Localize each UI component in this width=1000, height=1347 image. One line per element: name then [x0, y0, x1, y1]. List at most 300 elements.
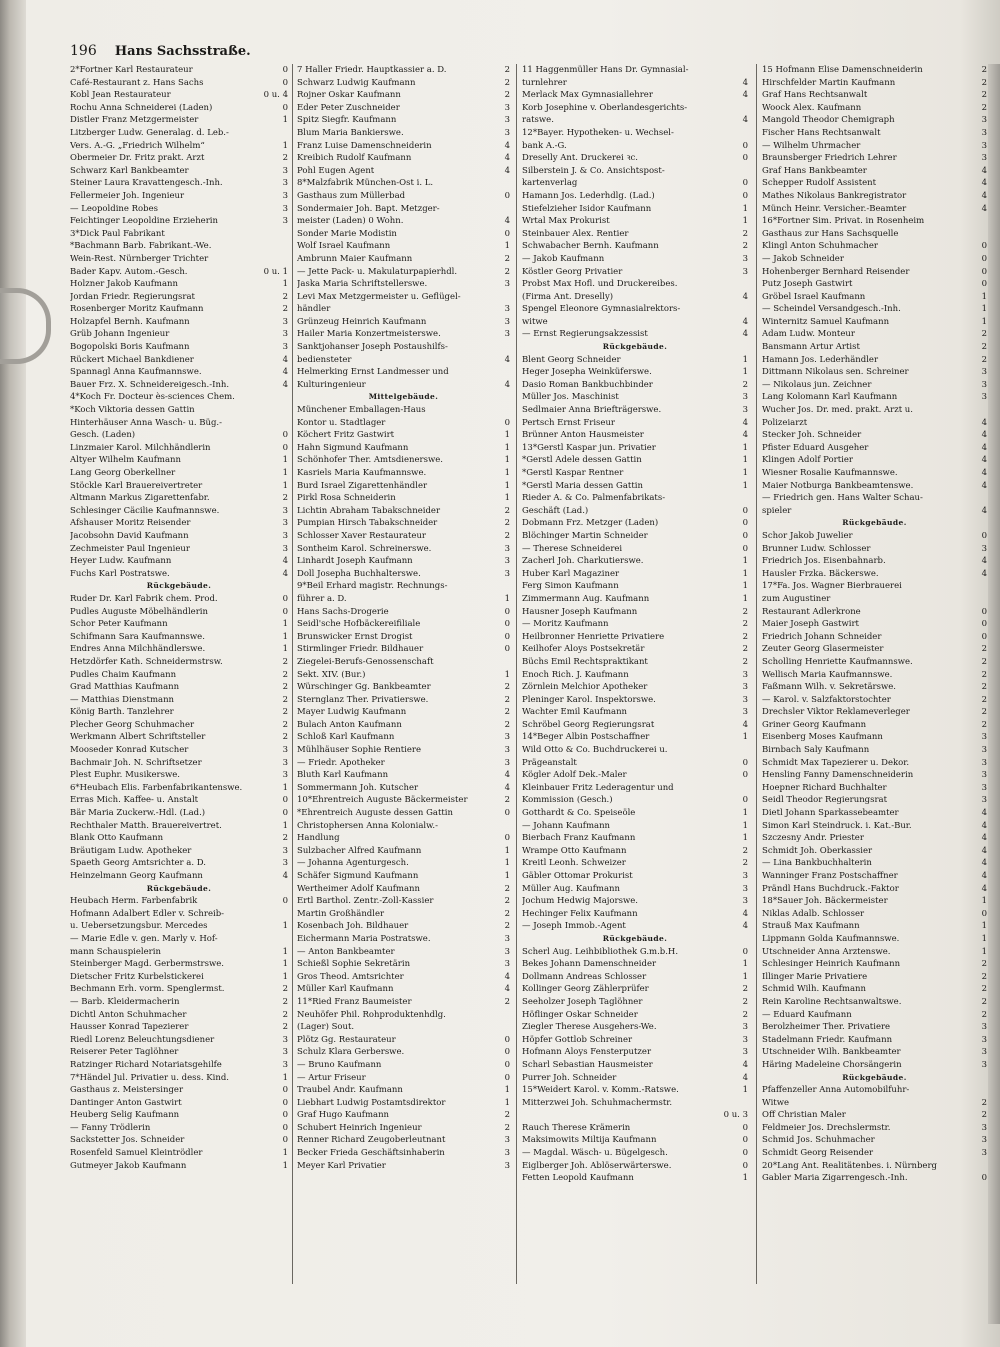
directory-entry: [297, 883, 510, 896]
floor-number: 1: [282, 631, 288, 642]
directory-entry: [762, 215, 987, 228]
directory-entry: [762, 996, 987, 1009]
directory-entry: [762, 240, 987, 253]
entry-text: Hofmann Aloys Fensterputzer: [522, 1047, 652, 1058]
entry-text: Pfister Eduard Ausgeher: [762, 442, 869, 453]
entry-text: *Bachmann Barb. Fabrikant.-We.: [70, 241, 212, 252]
entry-text: Kommission (Gesch.): [522, 795, 613, 806]
floor-number: 1: [981, 946, 987, 957]
directory-entry: [70, 278, 288, 291]
entry-text: 11*Ried Franz Baumeister: [297, 996, 412, 1007]
entry-text: Restaurant Adlerkrone: [762, 606, 861, 617]
directory-entry: [70, 832, 288, 845]
directory-entry: [70, 316, 288, 329]
entry-text: Friedrich Jos. Eisenbahnarb.: [762, 556, 886, 567]
floor-number: 3: [282, 329, 288, 340]
entry-text: Hofmann Adalbert Edler v. Schreib-: [70, 908, 225, 919]
entry-text: Burd Israel Zigarettenhändler: [297, 480, 428, 491]
entry-text: Korb Josephine v. Oberlandesgerichts-: [522, 102, 688, 113]
directory-entry: [762, 618, 987, 631]
directory-entry: [297, 203, 510, 216]
directory-entry: [70, 492, 288, 505]
entry-text: — Scheindel Versandgesch.-Inh.: [762, 304, 901, 315]
directory-entry: [762, 883, 987, 896]
directory-entry: [297, 1084, 510, 1097]
entry-text: Grad Matthias Kaufmann: [70, 682, 180, 693]
floor-number: 3: [282, 190, 288, 201]
entry-text: Steinberger Magd. Gerbermstrswe.: [70, 959, 224, 970]
floor-number: 3: [742, 871, 748, 881]
directory-entry: [70, 1034, 288, 1047]
floor-number: 0: [282, 102, 288, 113]
directory-entry: [522, 467, 748, 480]
directory-entry: [70, 379, 288, 392]
entry-text: Schlesinger Cäcilie Kaufmannswe.: [70, 505, 220, 516]
entry-text: Geschäft (Lad.): [522, 505, 589, 516]
directory-entry: [522, 517, 748, 530]
entry-text: Würschinger Gg. Bankbeamter: [297, 682, 431, 693]
directory-entry: [762, 681, 987, 694]
directory-entry: [297, 354, 510, 367]
entry-text: Sanktjohanser Joseph Postaushilfs-: [297, 342, 448, 353]
floor-number: 0: [742, 1160, 748, 1171]
directory-entry: [297, 454, 510, 467]
directory-entry: [70, 857, 288, 870]
entry-text: Heubach Herm. Farbenfabrik: [70, 896, 198, 907]
entry-text: Rochu Anna Schneiderei (Laden): [70, 102, 213, 113]
directory-entry: [762, 492, 987, 505]
entry-text: Zeuter Georg Glasermeister: [762, 644, 884, 655]
directory-entry: [297, 127, 510, 140]
floor-number: 0: [981, 631, 987, 642]
entry-text: Wild Otto & Co. Buchdruckerei u.: [522, 745, 668, 756]
floor-number: 1: [742, 971, 748, 982]
entry-text: Hamann Jos. Lederhdlg. (Lad.): [522, 190, 655, 201]
entry-text: Schwabacher Bernh. Kaufmann: [522, 241, 659, 252]
entry-text: Maier Joseph Gastwirt: [762, 619, 859, 630]
entry-text: Fellermeier Joh. Ingenieur: [70, 190, 185, 201]
floor-number: 2: [504, 883, 510, 894]
entry-text: Dantinger Anton Gastwirt: [70, 1097, 182, 1108]
entry-text: Hoepner Richard Buchhalter: [762, 782, 887, 793]
directory-entry: [522, 555, 748, 568]
directory-entry: [762, 857, 987, 870]
entry-text: Köstler Georg Privatier: [522, 266, 623, 277]
floor-number: 2: [282, 1009, 288, 1020]
entry-text: Silberstein J. & Co. Ansichtspost-: [522, 165, 665, 176]
entry-text: Becker Frieda Geschäftsinhaberin: [297, 1148, 445, 1159]
floor-number: 1: [282, 468, 288, 478]
entry-text: Wolf Israel Kaufmann: [297, 241, 391, 252]
floor-number: 4: [504, 216, 510, 227]
entry-text: Hechinger Felix Kaufmann: [522, 908, 638, 919]
directory-entry: [762, 933, 987, 946]
entry-text: Spengel Eleonore Gymnasialrektors-: [522, 304, 681, 315]
entry-text: Pfaffenzeller Anna Automobilfuhr-: [762, 1085, 910, 1096]
floor-number: 2: [504, 518, 510, 529]
floor-number: 4: [282, 871, 288, 881]
floor-number: 0: [981, 241, 987, 252]
directory-entry: [522, 920, 748, 933]
entry-text: Pertsch Ernst Friseur: [522, 417, 615, 428]
entry-text: Hohenberger Bernhard Reisender: [762, 266, 910, 277]
entry-text: — Joseph Immob.-Agent: [522, 921, 626, 932]
directory-entry: [70, 794, 288, 807]
floor-number: 0: [981, 619, 987, 630]
floor-number: 1: [742, 568, 748, 579]
entry-text: Rauch Therese Krämerin: [522, 1122, 631, 1133]
floor-number: 4: [981, 833, 987, 844]
entry-text: Schwarz Ludwig Kaufmann: [297, 77, 416, 88]
floor-number: 3: [504, 115, 510, 126]
entry-text: Stecker Joh. Schneider: [762, 430, 862, 441]
directory-entry: [70, 971, 288, 984]
floor-number: 4: [504, 379, 510, 390]
directory-entry: [762, 77, 987, 90]
directory-entry: [297, 681, 510, 694]
entry-text: Dobmann Frz. Metzger (Laden): [522, 518, 659, 529]
floor-number: 1: [504, 480, 510, 491]
floor-number: 4: [981, 468, 987, 478]
floor-number: 2: [504, 921, 510, 932]
column-divider: [756, 64, 757, 1284]
floor-number: 2: [742, 606, 748, 617]
directory-entry: [297, 328, 510, 341]
floor-number: 1: [742, 732, 748, 743]
directory-entry: [522, 379, 748, 392]
floor-number: 4: [282, 556, 288, 567]
floor-number: 2: [504, 1122, 510, 1133]
entry-text: Sackstetter Jos. Schneider: [70, 1135, 185, 1146]
directory-entry: [522, 480, 748, 493]
entry-text: Utschneider Wilh. Bankbeamter: [762, 1047, 901, 1058]
entry-text: Holzner Jakob Kaufmann: [70, 279, 178, 290]
floor-number: 2: [981, 90, 987, 101]
entry-text: Hausser Konrad Tapezierer: [70, 1022, 189, 1033]
directory-entry: [70, 593, 288, 606]
floor-number: 2: [504, 707, 510, 718]
entry-text: Christophersen Anna Kolonialw.-: [297, 820, 438, 831]
directory-entry: [522, 366, 748, 379]
directory-entry: [297, 1122, 510, 1135]
directory-entry: [70, 1084, 288, 1097]
directory-entry: [522, 958, 748, 971]
directory-entry: [297, 618, 510, 631]
floor-number: 0: [981, 606, 987, 617]
floor-number: 3: [742, 405, 748, 416]
directory-entry: [762, 706, 987, 719]
directory-entry: [762, 744, 987, 757]
directory-entry: [70, 140, 288, 153]
entry-text: Seidl Theodor Regierungsrat: [762, 795, 888, 806]
entry-text: Enoch Rich. J. Kaufmann: [522, 669, 629, 680]
entry-text: Drechsler Viktor Reklameverleger: [762, 707, 910, 718]
entry-text: mann Schauspielerin: [70, 946, 161, 957]
floor-number: 0: [742, 178, 748, 189]
floor-number: 0: [981, 908, 987, 919]
entry-text: Kontor u. Stadtlager: [297, 417, 386, 428]
directory-entry: [70, 1147, 288, 1160]
entry-text: Afshauser Moritz Reisender: [70, 518, 191, 529]
entry-text: Rieder A. & Co. Palmenfabrikats-: [522, 493, 666, 504]
floor-number: 4: [981, 845, 987, 856]
floor-number: 3: [504, 304, 510, 315]
floor-number: 3: [282, 518, 288, 529]
directory-entry: [297, 757, 510, 770]
directory-entry: [522, 731, 748, 744]
entry-text: Schloß Karl Kaufmann: [297, 732, 395, 743]
floor-number: 3: [981, 379, 987, 390]
entry-text: Hamann Jos. Lederhändler: [762, 354, 879, 365]
floor-number: 1: [504, 593, 510, 604]
directory-entry: [70, 341, 288, 354]
entry-text: Steinbauer Alex. Rentier: [522, 228, 629, 239]
directory-entry: [762, 467, 987, 480]
directory-entry: [297, 1147, 510, 1160]
directory-entry: [762, 253, 987, 266]
entry-text: — Friedr. Apotheker: [297, 757, 385, 768]
entry-text: Braunsberger Friedrich Lehrer: [762, 153, 897, 164]
floor-number: 1: [742, 959, 748, 970]
entry-text: Münch Heinr. Versicher.-Beamter: [762, 203, 907, 214]
entry-text: Dietscher Fritz Kurbelstickerei: [70, 971, 204, 982]
entry-text: Bierbach Franz Kaufmann: [522, 833, 636, 844]
entry-text: *Koch Viktoria dessen Gattin: [70, 405, 195, 416]
directory-entry: [762, 89, 987, 102]
entry-text: König Barth. Tanzlehrer: [70, 707, 174, 718]
directory-entry: [70, 203, 288, 216]
directory-entry: [297, 291, 510, 304]
directory-entry: [762, 140, 987, 153]
floor-number: 0: [282, 1085, 288, 1096]
entry-text: Lang Kolomann Karl Kaufmann: [762, 392, 898, 403]
entry-text: Griner Georg Kaufmann: [762, 719, 867, 730]
entry-text: Gros Theod. Amtsrichter: [297, 971, 404, 982]
floor-number: 0 u. 1: [263, 266, 288, 277]
entry-text: Simon Karl Steindruck. i. Kat.-Bur.: [762, 820, 912, 831]
directory-entry: [297, 316, 510, 329]
section-heading: Rückgebäude.: [842, 1072, 907, 1082]
entry-text: Hirschfelder Martin Kaufmann: [762, 77, 896, 88]
directory-entry: [762, 127, 987, 140]
floor-number: 0: [742, 1135, 748, 1146]
floor-number: 0: [981, 1173, 987, 1184]
entry-text: 7 Haller Friedr. Hauptkassier a. D.: [297, 65, 447, 75]
entry-text: Putz Joseph Gastwirt: [762, 279, 853, 290]
floor-number: 0: [282, 808, 288, 819]
floor-number: 2: [282, 1022, 288, 1033]
floor-number: 3: [504, 127, 510, 138]
directory-entry: [297, 266, 510, 279]
floor-number: 3: [504, 732, 510, 743]
directory-entry: [70, 1122, 288, 1135]
directory-entry: [70, 102, 288, 115]
entry-text: Woock Alex. Kaufmann: [762, 102, 862, 113]
entry-text: Schlesinger Heinrich Kaufmann: [762, 959, 901, 970]
floor-number: 1: [504, 442, 510, 453]
floor-number: 3: [282, 1059, 288, 1070]
floor-number: 1: [742, 581, 748, 592]
floor-number: 3: [981, 1034, 987, 1045]
directory-entry: [522, 291, 748, 304]
entry-text: Gabler Maria Zigarrengesch.-Inh.: [762, 1173, 908, 1184]
floor-number: 0: [282, 1122, 288, 1133]
directory-entry: [297, 517, 510, 530]
directory-entry: [762, 895, 987, 908]
floor-number: 3: [742, 392, 748, 403]
floor-number: 3: [742, 1047, 748, 1058]
floor-number: 2: [504, 896, 510, 907]
floor-number: 2: [504, 253, 510, 264]
floor-number: 2: [981, 682, 987, 693]
column-divider: [292, 64, 293, 1284]
entry-text: Jacobsohn David Kaufmann: [70, 530, 189, 541]
directory-entry: [522, 706, 748, 719]
directory-entry: [297, 870, 510, 883]
floor-number: 3: [504, 1148, 510, 1159]
directory-entry: [297, 240, 510, 253]
directory-entry: [522, 1059, 748, 1072]
directory-entry: [70, 417, 288, 430]
entry-text: Ambrunn Maier Kaufmann: [297, 253, 413, 264]
entry-text: Litzberger Ludw. Generalag. d. Leb.-: [70, 127, 229, 138]
directory-entry: [70, 946, 288, 959]
entry-text: *Gerstl Adele dessen Gattin: [522, 455, 642, 466]
entry-text: 8*Malzfabrik München-Ost i. L.: [297, 178, 434, 189]
floor-number: 3: [282, 203, 288, 214]
floor-number: 1: [504, 871, 510, 881]
directory-entry: [297, 908, 510, 921]
directory-entry: [297, 631, 510, 644]
floor-number: 2: [282, 707, 288, 718]
entry-text: Stöckle Karl Brauereivertreter: [70, 480, 203, 491]
directory-entry: [297, 253, 510, 266]
entry-text: Schmid Wilh. Kaufmann: [762, 984, 866, 995]
floor-number: 2: [981, 644, 987, 655]
directory-entry: [522, 114, 748, 127]
directory-entry: [70, 820, 288, 833]
directory-entry: [762, 1097, 987, 1110]
entry-text: — Johann Kaufmann: [522, 820, 611, 831]
entry-text: — Jakob Schneider: [762, 253, 844, 264]
entry-text: Vers. A.-G. „Friedrich Wilhelm“: [70, 140, 205, 151]
directory-entry: [522, 845, 748, 858]
entry-text: Werkmann Albert Schriftsteller: [70, 732, 206, 743]
floor-number: 3: [742, 896, 748, 907]
entry-text: Scharl Sebastian Hausmeister: [522, 1059, 653, 1070]
directory-entry: [70, 190, 288, 203]
floor-number: 1: [981, 291, 987, 302]
entry-text: Traubel Andr. Kaufmann: [297, 1085, 403, 1096]
entry-text: Kollinger Georg Zählerprüfer: [522, 984, 649, 995]
directory-entry: [70, 429, 288, 442]
directory-entry: [522, 127, 748, 140]
directory-entry: [762, 731, 987, 744]
floor-number: 1: [504, 241, 510, 252]
directory-entry: [522, 580, 748, 593]
directory-entry: [762, 782, 987, 795]
entry-text: Graf Hugo Kaufmann: [297, 1110, 390, 1121]
floor-number: 2: [282, 291, 288, 302]
entry-text: bediensteter: [297, 354, 352, 365]
directory-entry: [297, 744, 510, 757]
directory-entry: [297, 694, 510, 707]
directory-entry: [522, 1147, 748, 1160]
entry-text: Kreibich Rudolf Kaufmann: [297, 153, 412, 164]
floor-number: 3: [742, 1022, 748, 1033]
floor-number: 2: [981, 102, 987, 113]
floor-number: 2: [742, 996, 748, 1007]
floor-number: 1: [742, 216, 748, 227]
directory-entry: [762, 568, 987, 581]
directory-entry: [70, 958, 288, 971]
floor-number: 3: [981, 770, 987, 781]
floor-number: 1: [282, 782, 288, 793]
directory-entry: [297, 429, 510, 442]
floor-number: 3: [981, 1047, 987, 1058]
entry-text: Mayer Ludwig Kaufmann: [297, 707, 407, 718]
entry-text: Kögler Adolf Dek.-Maler: [522, 770, 627, 781]
directory-entry: [70, 643, 288, 656]
entry-text: Faßmann Wilh. v. Sekretärswe.: [762, 682, 896, 693]
paper-clip: [0, 288, 51, 364]
entry-text: Brünner Anton Hausmeister: [522, 430, 644, 441]
entry-text: Ferg Simon Kaufmann: [522, 581, 619, 592]
floor-number: 2: [504, 266, 510, 277]
floor-number: 0: [504, 1034, 510, 1045]
floor-number: 0: [742, 140, 748, 151]
entry-text: 9*Beil Erhard magistr. Rechnungs-: [297, 581, 448, 592]
floor-number: 3: [282, 505, 288, 516]
entry-text: Keilhofer Aloys Postsekretär: [522, 644, 645, 655]
entry-text: 12*Bayer. Hypotheken- u. Wechsel-: [522, 127, 674, 138]
entry-text: Heger Josepha Weinküferswe.: [522, 367, 652, 378]
floor-number: 1: [742, 455, 748, 466]
entry-text: Liebhart Ludwig Postamtsdirektor: [297, 1097, 446, 1108]
entry-text: Müller Aug. Kaufmann: [522, 883, 620, 894]
directory-entry: [297, 165, 510, 178]
directory-entry: [297, 656, 510, 669]
directory-entry: [762, 379, 987, 392]
entry-text: Riedl Lorenz Beleuchtungsdiener: [70, 1034, 215, 1045]
floor-number: 2: [742, 858, 748, 869]
floor-number: 0: [282, 430, 288, 441]
entry-text: — Lina Bankbuchhalterin: [762, 858, 872, 869]
column-2: [297, 64, 510, 1334]
entry-text: Pohl Eugen Agent: [297, 165, 375, 176]
entry-text: 15 Hofmann Elise Damenschneiderin: [762, 65, 923, 75]
directory-entry: [297, 719, 510, 732]
floor-number: 1: [504, 455, 510, 466]
floor-number: 4: [504, 770, 510, 781]
entry-text: Spitz Siegfr. Kaufmann: [297, 115, 397, 126]
entry-text: Hinterhäuser Anna Wasch- u. Büg.-: [70, 417, 222, 428]
directory-entry: [522, 215, 748, 228]
floor-number: 4: [742, 1072, 748, 1083]
directory-entry: [70, 467, 288, 480]
directory-entry: [522, 253, 748, 266]
directory-entry: [522, 429, 748, 442]
floor-number: 1: [282, 959, 288, 970]
directory-entry: [522, 228, 748, 241]
entry-text: Wachter Emil Kaufmann: [522, 707, 628, 718]
entry-text: Bechmann Erh. vorm. Spenglermst.: [70, 984, 225, 995]
column-3: [522, 64, 748, 1334]
directory-entry: [522, 1160, 748, 1173]
directory-entry: [762, 429, 987, 442]
floor-number: 4: [504, 971, 510, 982]
floor-number: 4: [981, 442, 987, 453]
